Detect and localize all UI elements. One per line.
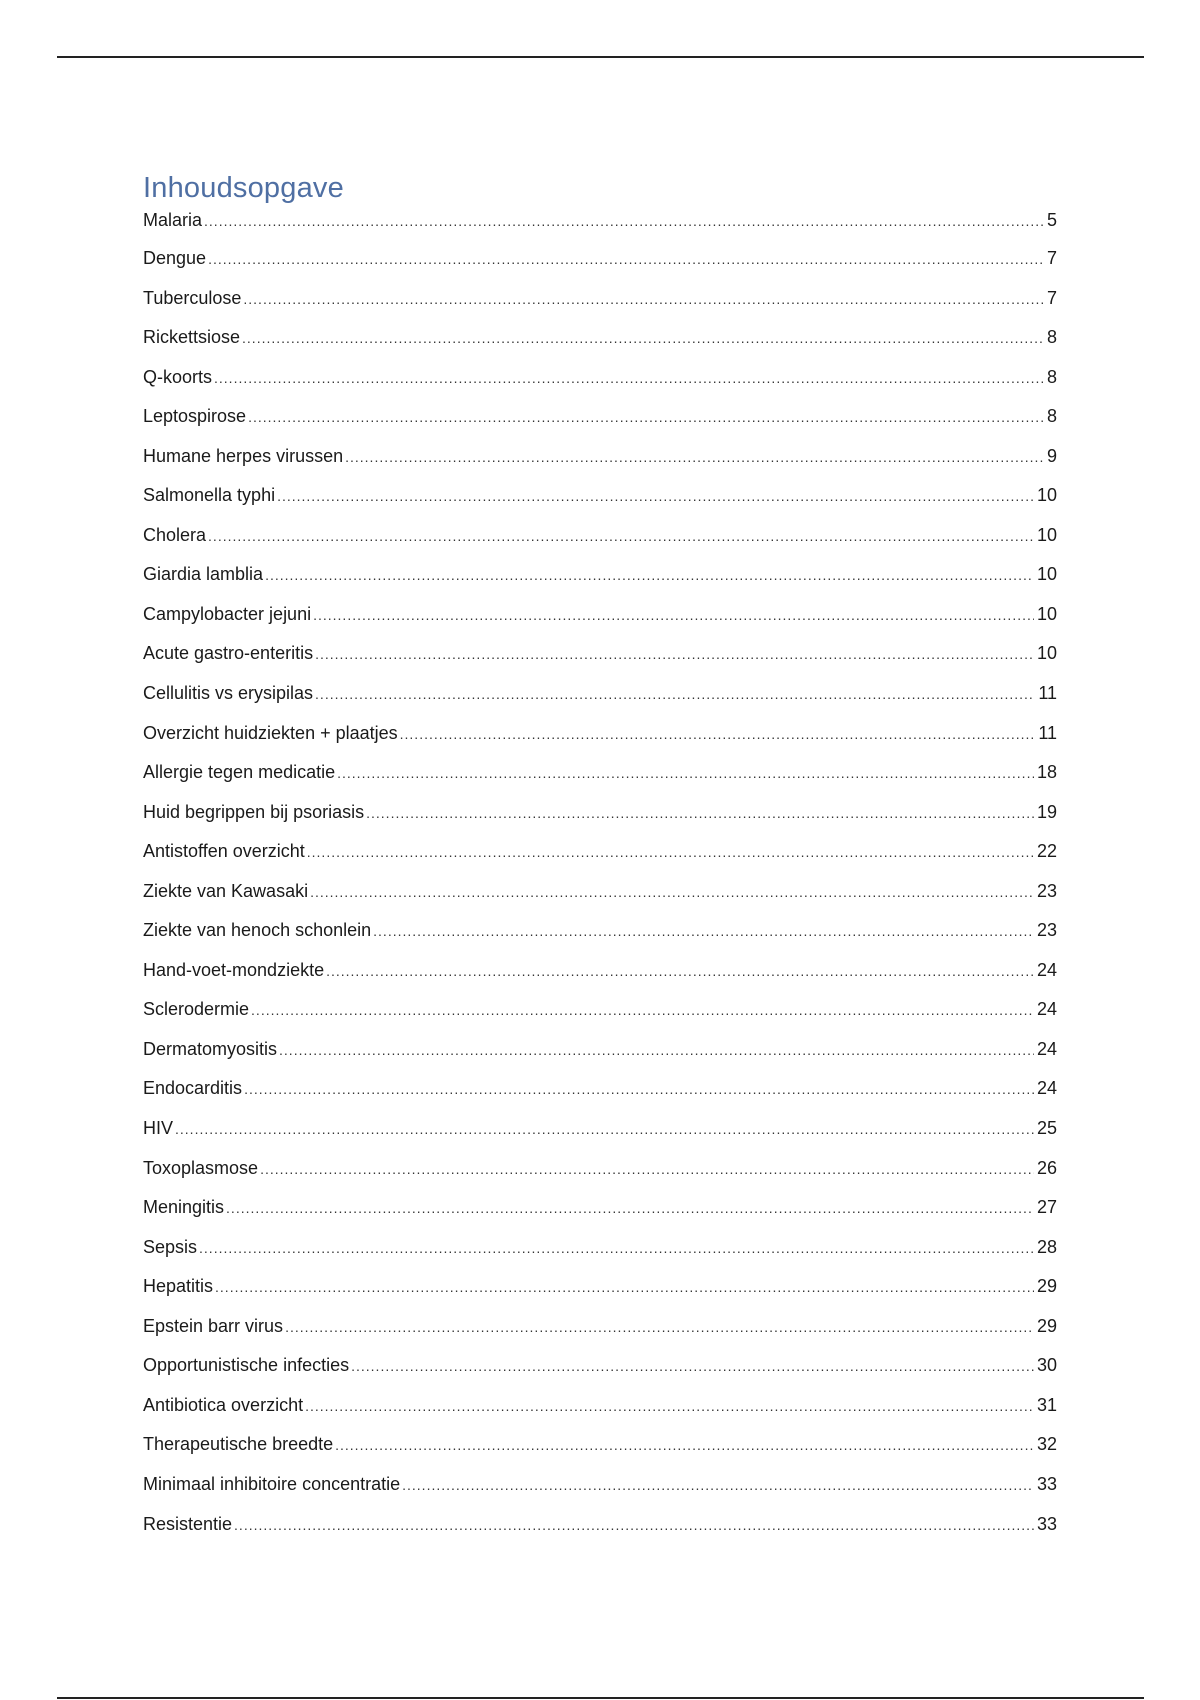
toc-dot-leader — [199, 1236, 1034, 1260]
toc-entry-page-number[interactable]: 31 — [1036, 1394, 1057, 1415]
toc-entry-page-number[interactable]: 23 — [1036, 920, 1057, 941]
toc-dot-leader — [204, 209, 1044, 233]
toc-entry-label[interactable]: Dermatomyositis — [143, 1038, 278, 1059]
toc-dot-leader — [244, 1077, 1034, 1101]
toc-entry-label[interactable]: Hepatitis — [143, 1276, 214, 1297]
toc-entry-page-number[interactable]: 9 — [1046, 445, 1057, 466]
toc-dot-leader — [373, 919, 1034, 943]
toc-entry[interactable] — [143, 325, 1057, 365]
toc-entry-page-number[interactable]: 24 — [1036, 959, 1057, 980]
toc-entry-label[interactable]: Leptospirose — [143, 406, 247, 427]
toc-entry-page-number[interactable]: 10 — [1036, 485, 1057, 506]
toc-entry-label[interactable]: Meningitis — [143, 1197, 225, 1218]
toc-entry[interactable] — [143, 1314, 1057, 1354]
toc-dot-leader — [402, 1473, 1034, 1497]
toc-entry-page-number[interactable]: 27 — [1036, 1197, 1057, 1218]
toc-entry-page-number[interactable]: 10 — [1036, 643, 1057, 664]
toc-dot-leader — [248, 405, 1044, 429]
toc-entry[interactable] — [143, 208, 1057, 246]
toc-entry-label[interactable]: Minimaal inhibitoire concentratie — [143, 1473, 401, 1494]
toc-entry[interactable] — [143, 721, 1057, 761]
toc-dot-leader — [208, 247, 1044, 271]
toc-entry-label[interactable]: Sepsis — [143, 1236, 198, 1257]
page-footer-rule — [57, 1697, 1144, 1699]
toc-entry[interactable] — [143, 839, 1057, 879]
toc-entry-label[interactable]: Resistentie — [143, 1513, 233, 1534]
toc-entry[interactable] — [143, 1472, 1057, 1512]
toc-entry-page-number[interactable]: 24 — [1036, 1038, 1057, 1059]
toc-dot-leader — [315, 642, 1034, 666]
toc-dot-leader — [208, 524, 1034, 548]
toc-entry-page-number[interactable]: 30 — [1036, 1355, 1057, 1376]
toc-entry-label[interactable]: Toxoplasmose — [143, 1157, 259, 1178]
toc-entry-label[interactable]: Therapeutische breedte — [143, 1434, 334, 1455]
toc-entry-page-number[interactable]: 24 — [1036, 999, 1057, 1020]
toc-entry-page-number[interactable]: 29 — [1036, 1276, 1057, 1297]
toc-entry-page-number[interactable]: 8 — [1046, 366, 1057, 387]
toc-entry[interactable] — [143, 641, 1057, 681]
toc-dot-leader — [251, 998, 1034, 1022]
toc-entry[interactable] — [143, 681, 1057, 721]
toc-dot-leader — [226, 1196, 1034, 1220]
toc-entry-label[interactable]: Giardia lamblia — [143, 564, 264, 585]
toc-dot-leader — [326, 959, 1034, 983]
toc-entry[interactable] — [143, 286, 1057, 326]
toc-entry-page-number[interactable]: 7 — [1046, 287, 1057, 308]
toc-entry-label[interactable]: Hand-voet-mondziekte — [143, 959, 325, 980]
toc-entry-label[interactable]: Humane herpes virussen — [143, 445, 344, 466]
toc-entry[interactable] — [143, 523, 1057, 563]
toc-entry-label[interactable]: Opportunistische infecties — [143, 1355, 350, 1376]
toc-entry[interactable] — [143, 1235, 1057, 1275]
toc-entry-label[interactable]: Antistoffen overzicht — [143, 841, 305, 862]
toc-entry-page-number[interactable]: 7 — [1046, 248, 1057, 268]
toc-entry-page-number[interactable]: 19 — [1036, 801, 1057, 822]
toc-entry[interactable] — [143, 1037, 1057, 1077]
toc-entry-page-number[interactable]: 33 — [1036, 1513, 1057, 1534]
toc-entry[interactable] — [143, 562, 1057, 602]
table-of-contents — [143, 168, 1057, 1551]
toc-dot-leader — [234, 1513, 1034, 1537]
toc-entry-label[interactable]: Q-koorts — [143, 366, 213, 387]
toc-entry-label[interactable]: Ziekte van Kawasaki — [143, 880, 309, 901]
toc-entry[interactable] — [143, 246, 1057, 286]
toc-entry-page-number[interactable]: 8 — [1046, 327, 1057, 348]
toc-entry-label[interactable]: Sclerodermie — [143, 999, 250, 1020]
toc-dot-leader — [307, 840, 1034, 864]
toc-entry-label[interactable]: Cellulitis vs erysipilas — [143, 683, 314, 704]
toc-entry-page-number[interactable]: 33 — [1036, 1473, 1057, 1494]
toc-entry-label[interactable]: Antibiotica overzicht — [143, 1394, 304, 1415]
toc-entry[interactable] — [143, 1353, 1057, 1393]
toc-dot-leader — [345, 445, 1044, 469]
toc-entry[interactable] — [143, 1116, 1057, 1156]
toc-entry[interactable] — [143, 1156, 1057, 1196]
toc-entry-label[interactable]: Malaria — [143, 210, 203, 230]
toc-dot-leader — [215, 1275, 1034, 1299]
toc-entry[interactable] — [143, 1195, 1057, 1235]
toc-entry-page-number[interactable]: 8 — [1046, 406, 1057, 427]
toc-entry-page-number[interactable]: 11 — [1038, 683, 1057, 704]
toc-entry-label[interactable]: Overzicht huidziekten + plaatjes — [143, 722, 398, 743]
toc-entry-label[interactable]: Epstein barr virus — [143, 1315, 284, 1336]
toc-entry-page-number[interactable]: 25 — [1036, 1118, 1057, 1139]
toc-entry-label[interactable]: Dengue — [143, 248, 207, 268]
toc-entry-label[interactable]: HIV — [143, 1118, 174, 1139]
toc-entry-page-number[interactable]: 11 — [1038, 722, 1057, 743]
toc-dot-leader — [265, 563, 1034, 587]
toc-dot-leader — [366, 801, 1034, 825]
toc-entry-label[interactable]: Salmonella typhi — [143, 485, 276, 506]
toc-entry-page-number[interactable]: 5 — [1046, 210, 1057, 230]
toc-dot-leader — [310, 880, 1034, 904]
toc-entry[interactable] — [143, 997, 1057, 1037]
toc-entry[interactable] — [143, 918, 1057, 958]
toc-entry-page-number[interactable]: 22 — [1036, 841, 1057, 862]
toc-entry-label[interactable]: Ziekte van henoch schonlein — [143, 920, 372, 941]
toc-entry-label[interactable]: Acute gastro-enteritis — [143, 643, 314, 664]
toc-entry[interactable] — [143, 1274, 1057, 1314]
toc-entry[interactable] — [143, 404, 1057, 444]
toc-dot-leader — [285, 1315, 1034, 1339]
toc-entry[interactable] — [143, 365, 1057, 405]
toc-dot-leader — [260, 1157, 1034, 1181]
toc-entry[interactable] — [143, 483, 1057, 523]
toc-dot-leader — [279, 1038, 1034, 1062]
toc-entry-page-number[interactable]: 28 — [1036, 1236, 1057, 1257]
toc-dot-leader — [242, 326, 1044, 350]
page-header-rule — [57, 56, 1144, 58]
toc-dot-leader — [305, 1394, 1034, 1418]
toc-dot-leader — [335, 1433, 1034, 1457]
toc-entry[interactable] — [143, 879, 1057, 919]
toc-dot-leader — [175, 1117, 1034, 1141]
toc-entry-page-number[interactable]: 18 — [1036, 762, 1057, 783]
toc-dot-leader — [277, 484, 1034, 508]
toc-dot-leader — [243, 287, 1044, 311]
toc-entry-page-number[interactable]: 32 — [1036, 1434, 1057, 1455]
toc-entry[interactable] — [143, 1432, 1057, 1472]
toc-dot-leader — [337, 761, 1034, 785]
toc-list — [143, 208, 1057, 1551]
toc-entry-label[interactable]: Rickettsiose — [143, 327, 241, 348]
toc-entry-label[interactable]: Allergie tegen medicatie — [143, 762, 336, 783]
toc-entry-page-number[interactable]: 26 — [1036, 1157, 1057, 1178]
toc-title: Inhoudsopgave — [143, 172, 344, 204]
toc-entry[interactable] — [143, 1076, 1057, 1116]
toc-dot-leader — [400, 722, 1036, 746]
toc-dot-leader — [214, 366, 1044, 390]
toc-entry-page-number[interactable]: 10 — [1036, 603, 1057, 624]
toc-entry[interactable] — [143, 1393, 1057, 1433]
toc-entry[interactable] — [143, 444, 1057, 484]
toc-entry-page-number[interactable]: 23 — [1036, 880, 1057, 901]
toc-entry[interactable] — [143, 1512, 1057, 1552]
toc-entry[interactable] — [143, 800, 1057, 840]
toc-dot-leader — [351, 1354, 1034, 1378]
toc-entry-label[interactable]: Cholera — [143, 524, 207, 545]
toc-dot-leader — [313, 603, 1034, 627]
toc-entry-label[interactable]: Endocarditis — [143, 1078, 243, 1099]
toc-entry[interactable] — [143, 958, 1057, 998]
toc-entry[interactable] — [143, 760, 1057, 800]
toc-entry-label[interactable]: Campylobacter jejuni — [143, 603, 312, 624]
toc-dot-leader — [315, 682, 1035, 706]
toc-entry-page-number[interactable]: 10 — [1036, 524, 1057, 545]
toc-entry-page-number[interactable]: 29 — [1036, 1315, 1057, 1336]
toc-entry-page-number[interactable]: 24 — [1036, 1078, 1057, 1099]
toc-entry-label[interactable]: Huid begrippen bij psoriasis — [143, 801, 365, 822]
toc-entry[interactable] — [143, 602, 1057, 642]
toc-entry-page-number[interactable]: 10 — [1036, 564, 1057, 585]
toc-entry-label[interactable]: Tuberculose — [143, 287, 242, 308]
